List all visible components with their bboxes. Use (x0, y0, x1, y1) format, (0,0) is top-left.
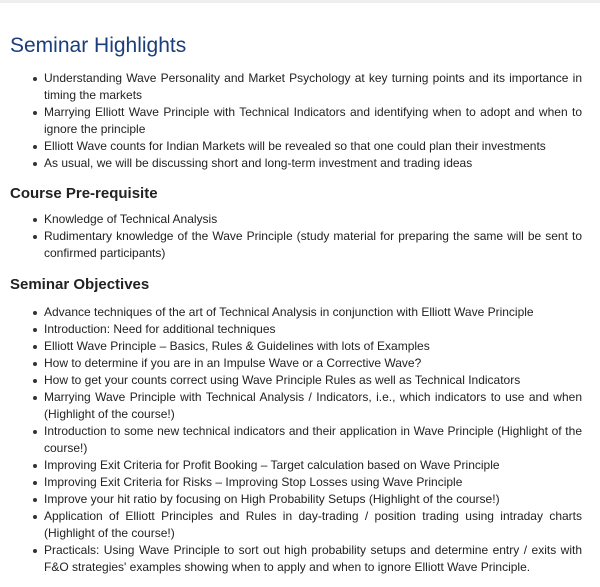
list-item: Introduction to some new technical indicators and their application in Wave Principle (Highlight of the course!) (10, 423, 582, 457)
list-item: Practicals: Using Wave Principle to sort out high probability setups and determine entry / exits with F&O strategies' examples showing when to apply and when to ignore Elliott Wave Principle. (10, 542, 582, 576)
list-item: How to get your counts correct using Wave Principle Rules as well as Technical Indicators (10, 372, 582, 389)
seminar-highlights-heading: Seminar Highlights (10, 34, 187, 57)
list-item: Elliott Wave counts for Indian Markets will be revealed so that one could plan their investments (10, 138, 582, 155)
list-item: Advance techniques of the art of Technical Analysis in conjunction with Elliott Wave Principle (10, 304, 582, 321)
list-item: Rudimentary knowledge of the Wave Principle (study material for preparing the same will be sent to confirmed participants) (10, 228, 582, 262)
seminar-highlights-list (10, 70, 582, 172)
seminar-objectives-list (10, 304, 582, 576)
list-item: Introduction: Need for additional techniques (10, 321, 582, 338)
list-item: Improving Exit Criteria for Risks – Improving Stop Losses using Wave Principle (10, 474, 582, 491)
seminar-content (10, 33, 582, 576)
list-item: As usual, we will be discussing short and long-term investment and trading ideas (10, 155, 582, 172)
list-item: Marrying Elliott Wave Principle with Technical Indicators and identifying when to adopt and when to ignore the principle (10, 104, 582, 138)
list-item: How to determine if you are in an Impulse Wave or a Corrective Wave? (10, 355, 582, 372)
seminar-objectives-heading: Seminar Objectives (10, 276, 150, 293)
list-item: Marrying Wave Principle with Technical Analysis / Indicators, i.e., which indicators to use and when (Highlight of the course!) (10, 389, 582, 423)
course-prerequisite-heading: Course Pre-requisite (10, 185, 158, 202)
top-divider (0, 0, 600, 3)
list-item: Knowledge of Technical Analysis (10, 211, 582, 228)
course-prerequisite-list (10, 211, 582, 262)
list-item: Elliott Wave Principle – Basics, Rules & Guidelines with lots of Examples (10, 338, 582, 355)
list-item: Improve your hit ratio by focusing on High Probability Setups (Highlight of the course!) (10, 491, 582, 508)
list-item: Improving Exit Criteria for Profit Booking – Target calculation based on Wave Principle (10, 457, 582, 474)
list-item: Application of Elliott Principles and Rules in day-trading / position trading using intraday charts (Highlight of the course!) (10, 508, 582, 542)
list-item: Understanding Wave Personality and Market Psychology at key turning points and its importance in timing the markets (10, 70, 582, 104)
